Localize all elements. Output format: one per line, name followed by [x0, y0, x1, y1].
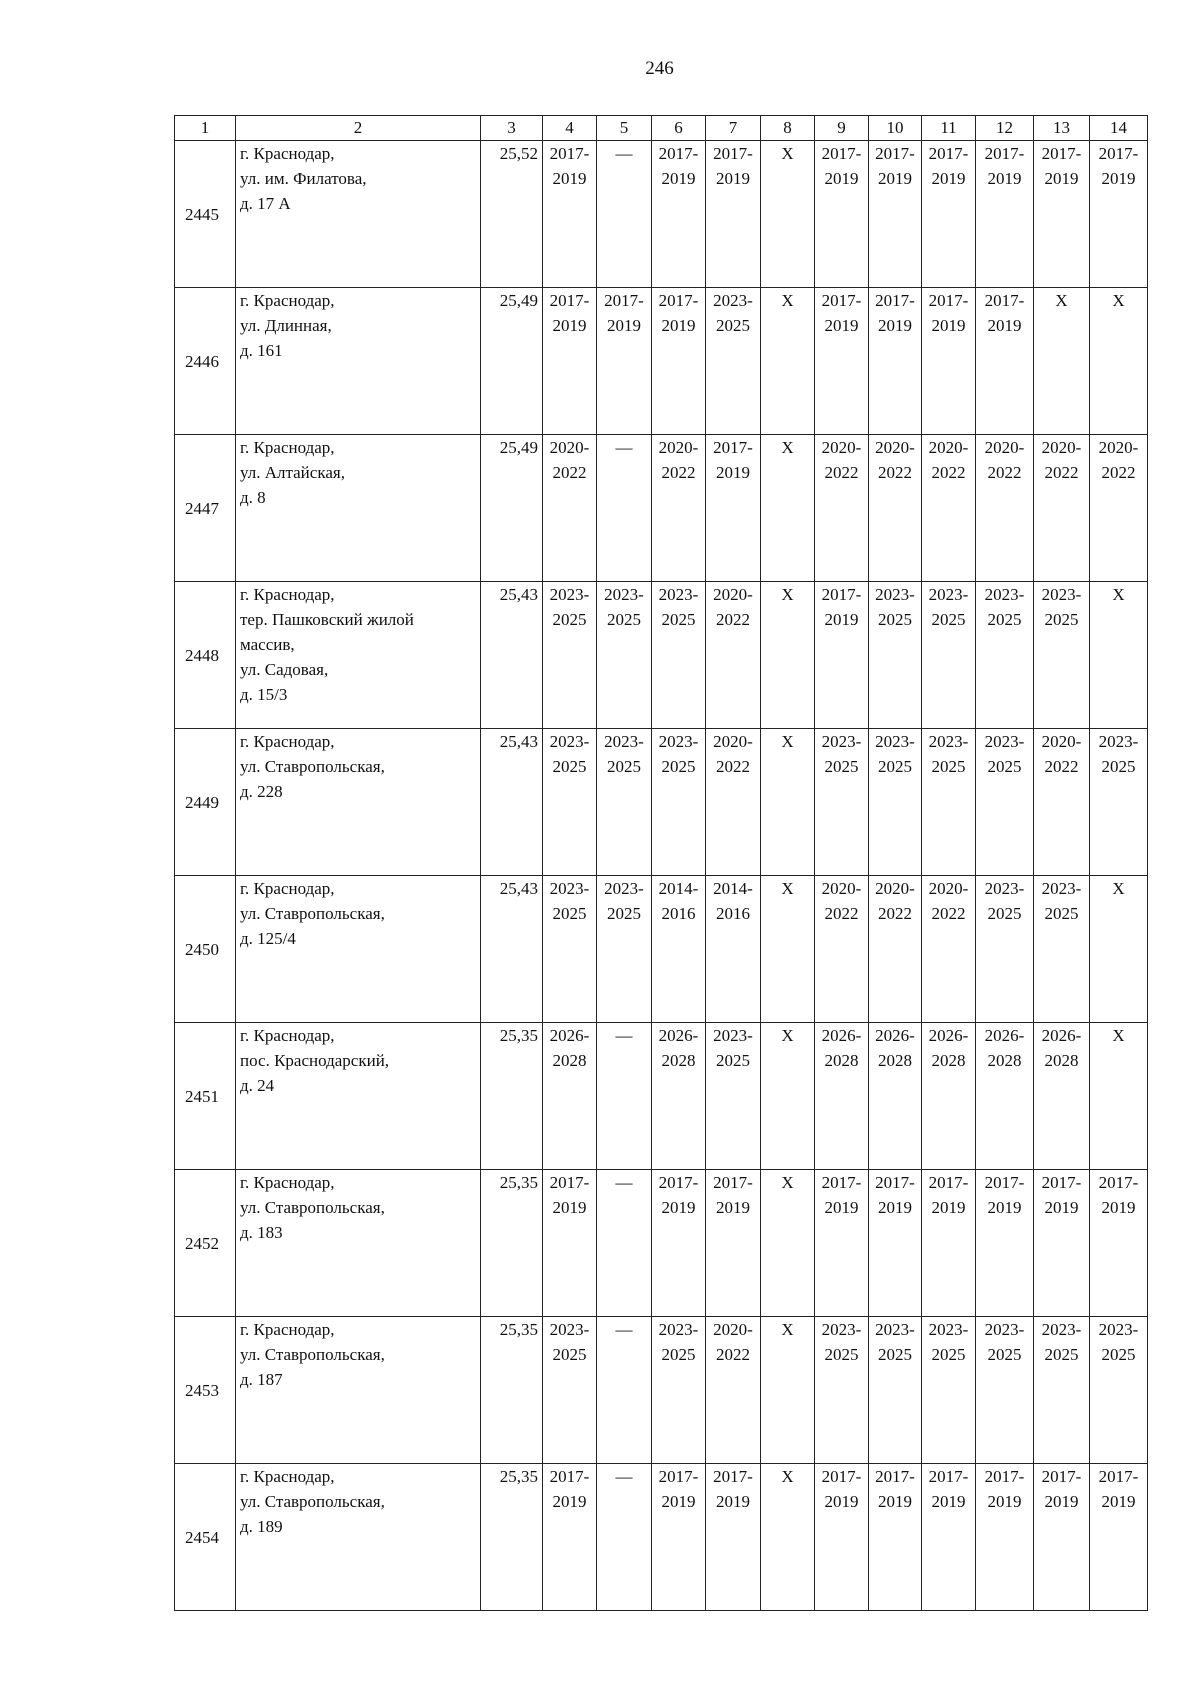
table-row — [175, 729, 1148, 876]
address-line: д. 125/4 — [240, 929, 296, 948]
address-line: д. 187 — [240, 1370, 283, 1389]
not-applicable-cell: Х — [761, 435, 815, 582]
value-cell: 25,49 — [481, 435, 543, 582]
value-cell: 25,49 — [481, 288, 543, 435]
not-applicable-cell: Х — [761, 141, 815, 288]
period-cell: 2023- 2025 — [543, 582, 597, 729]
period-cell: 2023- 2025 — [1090, 729, 1148, 876]
not-applicable-cell: Х — [1090, 582, 1148, 729]
address-line: г. Краснодар, — [240, 1026, 335, 1045]
period-cell: 2023- 2025 — [922, 729, 976, 876]
address-line: ул. Ставропольская, — [240, 1492, 385, 1511]
period-cell: 2017- 2019 — [706, 1464, 761, 1611]
period-cell: 2020- 2022 — [543, 435, 597, 582]
column-header: 8 — [761, 116, 815, 141]
period-cell: 2017- 2019 — [706, 1170, 761, 1317]
period-cell: 2020- 2022 — [922, 435, 976, 582]
period-cell: 2026- 2028 — [1034, 1023, 1090, 1170]
address-line: ул. Ставропольская, — [240, 904, 385, 923]
table-row — [175, 288, 1148, 435]
address-line: массив, — [240, 635, 295, 654]
period-cell: 2017- 2019 — [815, 1464, 869, 1611]
address-cell — [236, 582, 481, 729]
column-header: 7 — [706, 116, 761, 141]
address-line: д. 24 — [240, 1076, 275, 1095]
not-applicable-cell: Х — [1034, 288, 1090, 435]
row-number-cell: 2450 — [175, 876, 236, 1023]
value-cell: 25,52 — [481, 141, 543, 288]
period-cell: 2026- 2028 — [815, 1023, 869, 1170]
period-cell: 2014- 2016 — [706, 876, 761, 1023]
row-number-cell: 2451 — [175, 1023, 236, 1170]
period-cell: 2017- 2019 — [815, 582, 869, 729]
row-number-cell: 2446 — [175, 288, 236, 435]
period-cell: 2017- 2019 — [976, 1464, 1034, 1611]
column-header: 3 — [481, 116, 543, 141]
period-cell: 2017- 2019 — [869, 141, 922, 288]
column-header: 9 — [815, 116, 869, 141]
column-header: 2 — [236, 116, 481, 141]
period-cell: 2017- 2019 — [543, 288, 597, 435]
address-line: г. Краснодар, — [240, 1173, 335, 1192]
period-cell: 2023- 2025 — [1034, 582, 1090, 729]
address-line: ул. Ставропольская, — [240, 1345, 385, 1364]
period-cell: 2020- 2022 — [815, 876, 869, 1023]
address-cell — [236, 729, 481, 876]
period-cell: 2023- 2025 — [652, 582, 706, 729]
address-line: д. 17 А — [240, 194, 291, 213]
period-cell: 2017- 2019 — [815, 141, 869, 288]
not-applicable-cell: Х — [761, 1464, 815, 1611]
page-number: 246 — [645, 58, 674, 79]
period-cell: 2017- 2019 — [706, 435, 761, 582]
not-applicable-cell: Х — [761, 876, 815, 1023]
address-cell — [236, 1464, 481, 1611]
period-cell: 2023- 2025 — [815, 1317, 869, 1464]
column-header: 11 — [922, 116, 976, 141]
not-applicable-cell: Х — [761, 288, 815, 435]
period-cell: 2017- 2019 — [869, 1170, 922, 1317]
period-cell: 2023- 2025 — [815, 729, 869, 876]
address-line: д. 161 — [240, 341, 283, 360]
row-number-cell: 2447 — [175, 435, 236, 582]
period-cell: 2017- 2019 — [543, 1464, 597, 1611]
address-cell — [236, 1023, 481, 1170]
address-cell — [236, 435, 481, 582]
period-cell: 2026- 2028 — [652, 1023, 706, 1170]
period-cell: 2017- 2019 — [706, 141, 761, 288]
period-cell: 2017- 2019 — [976, 1170, 1034, 1317]
address-cell — [236, 141, 481, 288]
address-cell — [236, 876, 481, 1023]
address-line: ул. Ставропольская, — [240, 757, 385, 776]
period-cell: 2017- 2019 — [922, 1464, 976, 1611]
column-header: 5 — [597, 116, 652, 141]
period-cell: 2026- 2028 — [922, 1023, 976, 1170]
dash-cell: — — [597, 1464, 652, 1611]
period-cell: 2020- 2022 — [815, 435, 869, 582]
address-line: ул. Ставропольская, — [240, 1198, 385, 1217]
value-cell: 25,35 — [481, 1170, 543, 1317]
period-cell: 2020- 2022 — [922, 876, 976, 1023]
period-cell: 2020- 2022 — [1034, 435, 1090, 582]
period-cell: 2020- 2022 — [706, 1317, 761, 1464]
not-applicable-cell: Х — [761, 1317, 815, 1464]
table-row — [175, 1317, 1148, 1464]
column-header: 13 — [1034, 116, 1090, 141]
period-cell: 2023- 2025 — [543, 876, 597, 1023]
value-cell: 25,43 — [481, 582, 543, 729]
period-cell: 2023- 2025 — [869, 729, 922, 876]
period-cell: 2017- 2019 — [922, 141, 976, 288]
column-header: 4 — [543, 116, 597, 141]
address-line: д. 183 — [240, 1223, 283, 1242]
period-cell: 2017- 2019 — [1034, 141, 1090, 288]
period-cell: 2017- 2019 — [652, 288, 706, 435]
dash-cell: — — [597, 141, 652, 288]
column-header: 14 — [1090, 116, 1148, 141]
period-cell: 2017- 2019 — [652, 141, 706, 288]
value-cell: 25,43 — [481, 729, 543, 876]
period-cell: 2020- 2022 — [1090, 435, 1148, 582]
period-cell: 2017- 2019 — [1090, 141, 1148, 288]
period-cell: 2026- 2028 — [976, 1023, 1034, 1170]
not-applicable-cell: Х — [1090, 876, 1148, 1023]
period-cell: 2017- 2019 — [976, 288, 1034, 435]
address-line: г. Краснодар, — [240, 879, 335, 898]
period-cell: 2023- 2025 — [543, 729, 597, 876]
address-line: д. 8 — [240, 488, 266, 507]
not-applicable-cell: Х — [1090, 1023, 1148, 1170]
period-cell: 2023- 2025 — [597, 729, 652, 876]
column-header: 6 — [652, 116, 706, 141]
dash-cell: — — [597, 1317, 652, 1464]
not-applicable-cell: Х — [761, 582, 815, 729]
period-cell: 2023- 2025 — [706, 1023, 761, 1170]
address-line: тер. Пашковский жилой — [240, 610, 414, 629]
address-cell — [236, 288, 481, 435]
period-cell: 2023- 2025 — [869, 1317, 922, 1464]
address-line: г. Краснодар, — [240, 1467, 335, 1486]
period-cell: 2020- 2022 — [706, 582, 761, 729]
period-cell: 2017- 2019 — [815, 288, 869, 435]
period-cell: 2023- 2025 — [1034, 876, 1090, 1023]
table-row — [175, 1170, 1148, 1317]
not-applicable-cell: Х — [1090, 288, 1148, 435]
period-cell: 2023- 2025 — [652, 729, 706, 876]
address-line: г. Краснодар, — [240, 291, 335, 310]
not-applicable-cell: Х — [761, 1170, 815, 1317]
period-cell: 2023- 2025 — [922, 582, 976, 729]
row-number-cell: 2449 — [175, 729, 236, 876]
table-body — [175, 116, 1148, 1611]
row-number-cell: 2454 — [175, 1464, 236, 1611]
period-cell: 2017- 2019 — [543, 1170, 597, 1317]
address-line: г. Краснодар, — [240, 438, 335, 457]
period-cell: 2020- 2022 — [652, 435, 706, 582]
address-line: ул. Садовая, — [240, 660, 329, 679]
row-number-cell: 2445 — [175, 141, 236, 288]
period-cell: 2023- 2025 — [597, 582, 652, 729]
value-cell: 25,35 — [481, 1023, 543, 1170]
table-row — [175, 1464, 1148, 1611]
table-row — [175, 141, 1148, 288]
dash-cell: — — [597, 1170, 652, 1317]
period-cell: 2017- 2019 — [922, 288, 976, 435]
period-cell: 2020- 2022 — [1034, 729, 1090, 876]
column-header: 10 — [869, 116, 922, 141]
address-line: ул. им. Филатова, — [240, 169, 367, 188]
period-cell: 2023- 2025 — [706, 288, 761, 435]
period-cell: 2020- 2022 — [976, 435, 1034, 582]
period-cell: 2023- 2025 — [652, 1317, 706, 1464]
address-cell — [236, 1170, 481, 1317]
period-cell: 2023- 2025 — [976, 876, 1034, 1023]
period-cell: 2017- 2019 — [652, 1464, 706, 1611]
period-cell: 2023- 2025 — [869, 582, 922, 729]
period-cell: 2023- 2025 — [922, 1317, 976, 1464]
register-table — [174, 115, 1148, 1611]
period-cell: 2020- 2022 — [706, 729, 761, 876]
period-cell: 2014- 2016 — [652, 876, 706, 1023]
table-row — [175, 1023, 1148, 1170]
period-cell: 2023- 2025 — [1034, 1317, 1090, 1464]
address-line: д. 228 — [240, 782, 283, 801]
address-line: ул. Алтайская, — [240, 463, 345, 482]
period-cell: 2017- 2019 — [815, 1170, 869, 1317]
period-cell: 2017- 2019 — [652, 1170, 706, 1317]
period-cell: 2017- 2019 — [1090, 1464, 1148, 1611]
dash-cell: — — [597, 435, 652, 582]
address-line: г. Краснодар, — [240, 144, 335, 163]
period-cell: 2017- 2019 — [869, 1464, 922, 1611]
row-number-cell: 2453 — [175, 1317, 236, 1464]
period-cell: 2026- 2028 — [543, 1023, 597, 1170]
dash-cell: — — [597, 1023, 652, 1170]
value-cell: 25,43 — [481, 876, 543, 1023]
header-row — [175, 116, 1148, 141]
not-applicable-cell: Х — [761, 729, 815, 876]
period-cell: 2023- 2025 — [1090, 1317, 1148, 1464]
period-cell: 2023- 2025 — [976, 582, 1034, 729]
period-cell: 2017- 2019 — [1090, 1170, 1148, 1317]
period-cell: 2017- 2019 — [869, 288, 922, 435]
period-cell: 2017- 2019 — [1034, 1464, 1090, 1611]
not-applicable-cell: Х — [761, 1023, 815, 1170]
address-line: г. Краснодар, — [240, 585, 335, 604]
column-header: 1 — [175, 116, 236, 141]
row-number-cell: 2448 — [175, 582, 236, 729]
table-row — [175, 435, 1148, 582]
period-cell: 2017- 2019 — [922, 1170, 976, 1317]
period-cell: 2017- 2019 — [543, 141, 597, 288]
address-cell — [236, 1317, 481, 1464]
value-cell: 25,35 — [481, 1464, 543, 1611]
address-line: д. 15/3 — [240, 685, 288, 704]
period-cell: 2017- 2019 — [597, 288, 652, 435]
address-line: г. Краснодар, — [240, 1320, 335, 1339]
address-line: д. 189 — [240, 1517, 283, 1536]
period-cell: 2020- 2022 — [869, 876, 922, 1023]
column-header: 12 — [976, 116, 1034, 141]
table-row — [175, 876, 1148, 1023]
address-line: г. Краснодар, — [240, 732, 335, 751]
period-cell: 2026- 2028 — [869, 1023, 922, 1170]
address-line: пос. Краснодарский, — [240, 1051, 390, 1070]
value-cell: 25,35 — [481, 1317, 543, 1464]
period-cell: 2023- 2025 — [976, 729, 1034, 876]
period-cell: 2023- 2025 — [543, 1317, 597, 1464]
period-cell: 2020- 2022 — [869, 435, 922, 582]
period-cell: 2017- 2019 — [1034, 1170, 1090, 1317]
period-cell: 2023- 2025 — [597, 876, 652, 1023]
period-cell: 2023- 2025 — [976, 1317, 1034, 1464]
table-row — [175, 582, 1148, 729]
period-cell: 2017- 2019 — [976, 141, 1034, 288]
row-number-cell: 2452 — [175, 1170, 236, 1317]
address-line: ул. Длинная, — [240, 316, 332, 335]
